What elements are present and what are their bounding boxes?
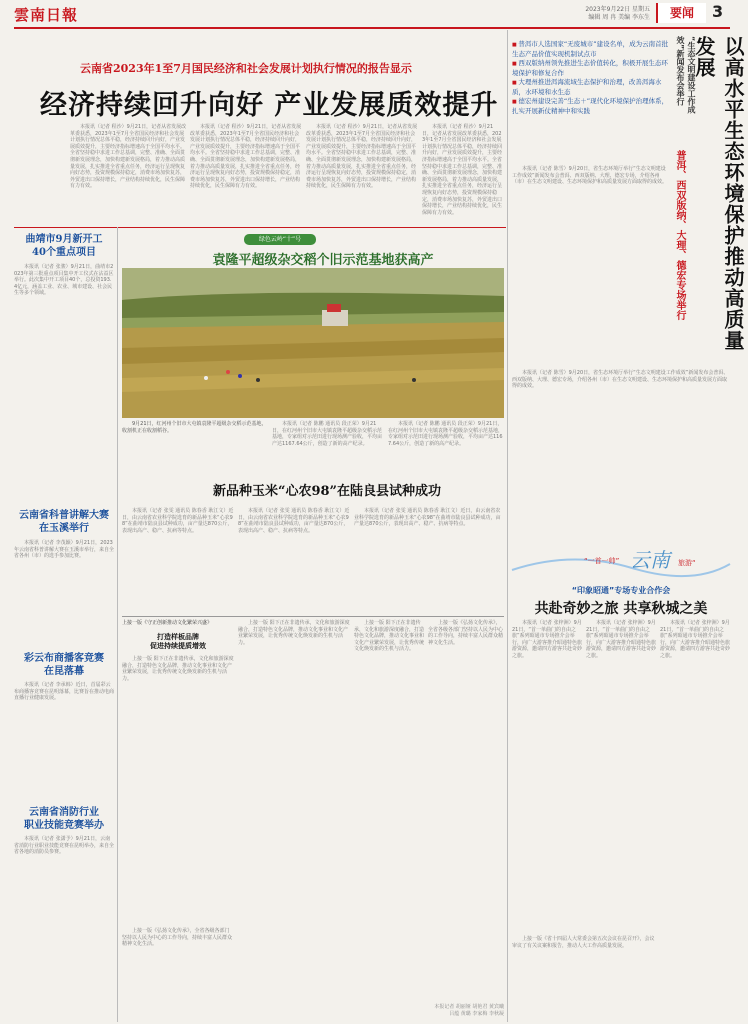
tourism-logo — [512, 540, 730, 582]
lower-body-col1b: 上接一版《弘扬文化传承》，全省各级各部门坚持以人民为中心的工作导向，持续丰富人民群众精神文化生活。 — [122, 928, 233, 948]
bullet-item: ■ 大理州推进洱海流域生态保护和治理，改善洱海水质，水环境和水生态 — [512, 78, 670, 97]
tourism-body-col3: 本报讯（记者 张梓洲）9月21日，“首一单曲门的自由之旅”系列昭通市专场推介会举行，向广大游客推介昭通特色旅游资源，邀请四方游客共赴奇妙之旅。 — [660, 620, 731, 659]
brief3-title: 彩云布商播客竞赛 在昆落幕 — [24, 653, 104, 677]
lower-kicker: 上接一版《守正创新推动文化繁荣兴盛》 — [122, 620, 213, 626]
right-col-divider — [507, 30, 508, 1022]
masthead-meta — [548, 6, 650, 22]
header-rule — [14, 27, 730, 29]
lead-body-col4: 本报讯（记者 程沙）9月21日，记者从省发展改革委获悉，2023年1至7月全省国民经济和社会发展计划执行情况总体平稳，经济持续回升向好，产业发展质效提升，主要经济指标增速高于全国平均水平。全省坚持稳中求进工作总基调，完整、准确、全面贯彻新发展理念，加快构建新发展格局，着力推动高质量发展，扎实推进全省重点任务，经济运行呈现恢复向好态势，投资规模保持稳定，消费市场加快复苏，外贸进出口保持增长，产业结构持续优化，民生保障有力有效。 — [422, 124, 503, 216]
bullet-item: ■ 西双版纳州领先推进生态价值转化，积极开展生态环境保护和修复合作 — [512, 59, 670, 78]
tourism-logo-main: 云南 — [630, 548, 670, 572]
feature-title: 袁隆平超级杂交稻个旧示范基地获高产 — [212, 253, 434, 268]
corn-body-col3: 本报讯（记者 张雯 通讯员 陈春香 耿江文）近日，由云南省农业科学院选育的新品种玉米“心农98”在曲靖市陆良县试种成功，亩产量达870公斤，表现出高产、稳产、抗病等特点。 — [354, 508, 501, 528]
corn-body-col2: 本报讯（记者 张雯 通讯员 陈春香 耿江文）近日，由云南省农业科学院选育的新品种玉米“心农98”在曲靖市陆良县试种成功，亩产量达870公斤，表现出高产、稳产、抗病等特点。 — [238, 508, 350, 534]
lower-body-col4: 上接一版《弘扬文化传承》，全省各级各部门坚持以人民为中心的工作导向，持续丰富人民群众精神文化生活。 — [428, 620, 504, 646]
corn-body-col1: 本报讯（记者 张雯 通讯员 陈春香 耿江文）近日，由云南省农业科学院选育的新品种玉米“心农98”在曲靖市陆良县试种成功，亩产量达870公斤，表现出高产、稳产、抗病等特点。 — [122, 508, 234, 534]
brief2-title: 云南省科普讲解大赛 在玉溪举行 — [19, 510, 109, 534]
tourism-logo-small: “一首一帅” — [584, 557, 620, 565]
ecology-body-top: 本报讯（记者 陈雪）9月20日，省生态环境厅举行“生态文明建设工作成效”新闻发布会普洱、西双版纳、大理、德宏专场，介绍各州（市）在生态文明建设、生态环境保护和高质量发展方面取得的成效。 — [512, 166, 668, 186]
ecology-body-bottom: 本报讯（记者 陈雪）9月20日，省生态环境厅举行“生态文明建设工作成效”新闻发布会普洱、西双版纳、大理、德宏专场，介绍各州（市）在生态文明建设、生态环境保护和高质量发展方面取得的成效。 — [512, 370, 729, 390]
tourism-logo-tail: 旅游“ — [678, 559, 696, 567]
lead-headline: 经济持续回升向好 产业发展质效提升 — [40, 90, 499, 121]
bullet-item: ■ 普洱市人选国家“无废城市”建设名单，成为云南首批生态产品价值实现机制试点市 — [512, 40, 670, 59]
newspaper-logo: 雲南日報 — [14, 6, 79, 24]
tourism-kicker: “印象昭通”专场专业合作会 — [571, 586, 671, 595]
ecology-title: 以高水平生态环境保护推动高质量发展 — [692, 36, 745, 351]
feature-body-col2: 本报讯（记者 陈鹏 通讯员 段正荣）9月21日，在红河州个旧市大屯镇袁隆平超级杂交稻示范基地，专家组对示范田进行现场测产验收，平均亩产达1167.64公斤，创造了新的高产纪录。 — [388, 421, 504, 447]
brief1-body: 本报讯（记者 张骏）9月21日，曲靖市2023年第三批重点项目集中开工仪式在沾益区举行。此次集中开工项目40个，总投资193.4亿元，涵盖工业、农业、城市建设、社会民生等多个领域。 — [14, 264, 114, 297]
tourism-title: 共赴奇妙之旅 共享秋城之美 — [534, 601, 708, 617]
ecology-sub2: 普洱、西双版纳、大理、德宏专场举行 — [674, 150, 685, 320]
lead-rule — [14, 227, 506, 228]
tourism-body-col1: 本报讯（记者 张梓洲）9月21日，“首一单曲门的自由之旅”系列昭通市专场推介会举行，向广大游客推介昭通特色旅游资源，邀请四方游客共赴奇妙之旅。 — [512, 620, 583, 659]
tourism-body2: 上接一版《省十四届人大常委会第五次会议在昆召开》，会议审议了有关议案和报告，推动人大工作高质量发展。 — [512, 936, 655, 949]
photo-caption: 9月21日，红河州个旧市大屯镇袁隆平超级杂交稻示范基地，收割机正在收割稻谷。 — [122, 421, 267, 434]
lower-body-col1: 上接一版 阳下正在非遗传承，文化和旅游深度融合，打造特色文化品牌，推动文化事业和文化产业繁荣发展，让优秀传统文化焕发新的生机与活力。 — [122, 656, 234, 682]
lead-body-col2: 本报讯（记者 程沙）9月21日，记者从省发展改革委获悉，2023年1至7月全省国民经济和社会发展计划执行情况总体平稳，经济持续回升向好，产业发展质效提升，主要经济指标增速高于全国平均水平。全省坚持稳中求进工作总基调，完整、准确、全面贯彻新发展理念，加快构建新发展格局，着力推动高质量发展，扎实推进全省重点任务，经济运行呈现恢复向好态势，投资规模保持稳定，消费市场加快复苏，外贸进出口保持增长，产业结构持续优化，民生保障有力有效。 — [190, 124, 302, 190]
section-label: 要闻 — [656, 3, 706, 23]
brief4-body: 本报讯（记者 张潇予）9月21日，云南省消防行业职业技能竞赛在昆明举办，来自全省各地的消防员参赛。 — [14, 836, 115, 856]
lower-body-col2: 上接一版 阳下正在非遗传承，文化和旅游深度融合，打造特色文化品牌，推动文化事业和文化产业繁荣发展，让优秀传统文化焕发新的生机与活力。 — [238, 620, 350, 646]
corn-rule — [122, 616, 504, 617]
brief1-title: 曲靖市9月新开工 40个重点项目 — [25, 234, 103, 258]
left-col-divider — [117, 227, 118, 1022]
tourism-body-col2: 本报讯（记者 张梓洲）9月21日，“首一单曲门的自由之旅”系列昭通市专场推介会举行，向广大游客推介昭通特色旅游资源，邀请四方游客共赴奇妙之旅。 — [586, 620, 657, 659]
issue-date: 2023年9月22日 星期五 — [585, 6, 650, 13]
lower-byline: 本报记者 胡丽娅 胡艳君 黄宾曦 吕蕴 黄璐 李家梅 李秋凝 — [434, 1004, 504, 1017]
brief4-title: 云南省消防行业 职业技能竞赛举办 — [24, 807, 104, 831]
lead-kicker: 云南省2023年1至7月国民经济和社会发展计划执行情况的报告显示 — [80, 62, 412, 75]
bullet-item: ■ 德宏州建设完善“生态＋”现代化环境保护治理体系，扎实开展新仗精神中和实践 — [512, 97, 670, 116]
page-editors: 编辑 周 冉 美编 李东生 — [588, 14, 650, 21]
ecology-sub: “生态文明建设工作成效”新闻发布会举行 — [676, 36, 696, 114]
brief3-body: 本报讯（记者 李承韩）近日，首届彩云布商播客竞赛在昆明落幕，比赛旨在推动电商直播行业健康发展。 — [14, 682, 115, 702]
feature-body-col1: 本报讯（记者 陈鹏 通讯员 段正荣）9月21日，在红河州个旧市大屯镇袁隆平超级杂交稻示范基地，专家组对示范田进行现场测产验收，平均亩产达1167.64公斤，创造了新的高产纪录。 — [272, 421, 383, 447]
lead-body-col3: 本报讯（记者 程沙）9月21日，记者从省发展改革委获悉，2023年1至7月全省国民经济和社会发展计划执行情况总体平稳，经济持续回升向好，产业发展质效提升，主要经济指标增速高于全国平均水平。全省坚持稳中求进工作总基调，完整、准确、全面贯彻新发展理念，加快构建新发展格局，着力推动高质量发展，扎实推进全省重点任务，经济运行呈现恢复向好态势，投资规模保持稳定，消费市场加快复苏，外贸进出口保持增长，产业结构持续优化，民生保障有力有效。 — [306, 124, 418, 190]
feature-banner: 绿色云岭“十”号 — [244, 234, 316, 245]
lower-body-col3: 上接一版 阳下正在非遗传承，文化和旅游深度融合，打造特色文化品牌，推动文化事业和文化产业繁荣发展，让优秀传统文化焕发新的生机与活力。 — [354, 620, 425, 653]
rice-harvest-photo — [122, 268, 504, 418]
page-number: 3 — [712, 2, 724, 21]
lower-subtitle: 打造样板品牌 促进持续提质增效 — [150, 632, 206, 650]
ecology-bullets — [512, 40, 670, 116]
brief2-body: 本报讯（记者 李茂颖）9月21日，2023年云南省科普讲解大赛在玉溪市举行，来自全省各州（市）的选手参加比赛。 — [14, 540, 115, 560]
lead-body-col1: 本报讯（记者 程沙）9月21日，记者从省发展改革委获悉，2023年1至7月全省国民经济和社会发展计划执行情况总体平稳，经济持续回升向好，产业发展质效提升，主要经济指标增速高于全国平均水平。全省坚持稳中求进工作总基调，完整、准确、全面贯彻新发展理念，加快构建新发展格局，着力推动高质量发展，扎实推进全省重点任务，经济运行呈现恢复向好态势，投资规模保持稳定，消费市场加快复苏，外贸进出口保持增长，产业结构持续优化，民生保障有力有效。 — [70, 124, 187, 190]
corn-title: 新品种玉米“心农98”在陆良县试种成功 — [212, 484, 442, 499]
